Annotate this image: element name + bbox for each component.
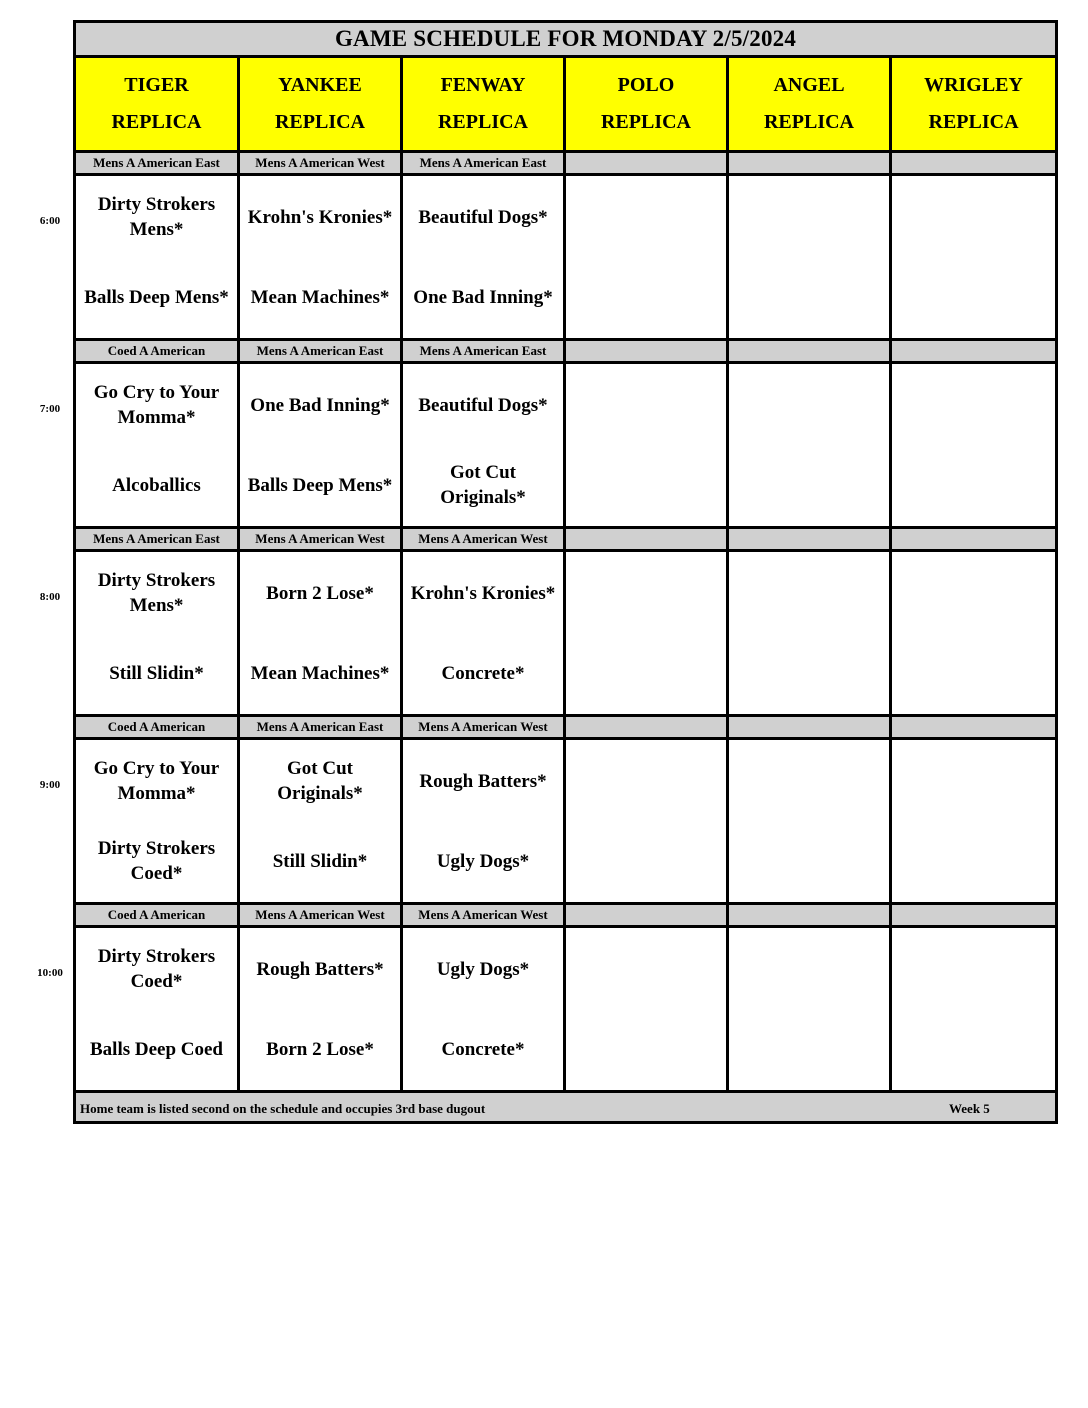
away-team: Krohn's Kronies* (247, 206, 393, 228)
time-label: 7:00 (39, 402, 61, 415)
field-header (728, 57, 891, 152)
home-team (892, 445, 1055, 525)
away-team: Krohn's Kronies* (410, 582, 556, 604)
division-label (565, 528, 728, 551)
home-team: Mean Machines* (250, 662, 390, 684)
game-cell (239, 551, 402, 716)
home-team: Concrete* (441, 662, 525, 684)
home-team (892, 1009, 1055, 1089)
division-label: Mens A American East (75, 152, 239, 175)
home-team (729, 1009, 889, 1089)
field-sub: REPLICA (600, 111, 691, 133)
game-cell (891, 927, 1057, 1092)
away-team: Ugly Dogs* (436, 958, 530, 980)
away-team (729, 741, 889, 821)
away-team (892, 177, 1055, 257)
home-team (892, 257, 1055, 337)
game-cell (891, 175, 1057, 340)
game-cell (402, 175, 565, 340)
away-team (566, 177, 726, 257)
division-row (75, 528, 1057, 551)
away-team: Dirty Strokers Coed* (97, 946, 216, 992)
home-team: Still Slidin* (272, 850, 368, 872)
division-label: Mens A American East (402, 152, 565, 175)
division-label (565, 904, 728, 927)
game-cell (402, 927, 565, 1092)
division-label (891, 340, 1057, 363)
field-header-row (75, 57, 1057, 152)
time-label: 10:00 (37, 966, 63, 979)
field-name: FENWAY (440, 74, 526, 96)
home-team (729, 821, 889, 901)
game-cell (728, 175, 891, 340)
away-team: One Bad Inning* (250, 394, 390, 416)
division-label (891, 528, 1057, 551)
home-team: Balls Deep Mens* (247, 474, 393, 496)
away-team: Rough Batters* (256, 958, 384, 980)
home-team: Balls Deep Coed (90, 1038, 223, 1060)
time-label: 9:00 (39, 778, 61, 791)
game-cell (891, 739, 1057, 904)
game-cell (891, 551, 1057, 716)
division-row (75, 340, 1057, 363)
title-row (75, 22, 1057, 57)
division-label (891, 152, 1057, 175)
away-team: Dirty Strokers Mens* (97, 194, 216, 240)
field-name: YANKEE (278, 74, 362, 96)
field-name: TIGER (124, 74, 189, 96)
division-label: Coed A American (75, 904, 239, 927)
field-sub: REPLICA (274, 111, 365, 133)
away-team: Born 2 Lose* (266, 582, 374, 604)
division-label (728, 152, 891, 175)
field-header (402, 57, 565, 152)
division-label (728, 340, 891, 363)
division-label: Mens A American West (239, 528, 402, 551)
game-cell (565, 927, 728, 1092)
division-label (565, 152, 728, 175)
home-team (566, 633, 726, 713)
field-name: POLO (617, 74, 675, 96)
home-team: Mean Machines* (250, 286, 390, 308)
schedule-table (73, 20, 1058, 1124)
game-cell (728, 363, 891, 528)
game-cell (565, 363, 728, 528)
game-cell (402, 363, 565, 528)
footer-row (75, 1092, 1057, 1123)
home-team (729, 445, 889, 525)
away-team (566, 929, 726, 1009)
home-team (566, 257, 726, 337)
field-name: ANGEL (773, 74, 845, 96)
division-label: Mens A American West (402, 528, 565, 551)
game-cell (728, 927, 891, 1092)
game-cell (75, 551, 239, 716)
division-label: Coed A American (75, 340, 239, 363)
game-cell (75, 927, 239, 1092)
game-cell (728, 739, 891, 904)
game-cell (239, 363, 402, 528)
game-cell (565, 551, 728, 716)
away-team (892, 553, 1055, 633)
division-row (75, 152, 1057, 175)
game-row (75, 363, 1057, 528)
division-label (565, 716, 728, 739)
away-team: Rough Batters* (419, 770, 547, 792)
game-cell (239, 175, 402, 340)
home-team (729, 633, 889, 713)
home-team: Alcoballics (112, 474, 201, 496)
home-team (566, 445, 726, 525)
away-team (729, 365, 889, 445)
game-cell (728, 551, 891, 716)
game-cell (239, 739, 402, 904)
away-team: Go Cry to Your Momma* (93, 758, 220, 804)
away-team: Beautiful Dogs* (418, 394, 548, 416)
home-team: Balls Deep Mens* (84, 286, 229, 308)
home-team (566, 1009, 726, 1089)
game-row (75, 927, 1057, 1092)
away-team: Got Cut Originals* (277, 758, 363, 804)
home-team (729, 257, 889, 337)
away-team: Go Cry to Your Momma* (93, 382, 220, 428)
division-label (891, 716, 1057, 739)
division-label (728, 904, 891, 927)
division-row (75, 904, 1057, 927)
game-cell (239, 927, 402, 1092)
game-cell (75, 363, 239, 528)
field-sub: REPLICA (763, 111, 854, 133)
home-team: Still Slidin* (109, 662, 204, 684)
field-sub: REPLICA (437, 111, 528, 133)
game-cell (402, 551, 565, 716)
division-row (75, 716, 1057, 739)
game-row (75, 739, 1057, 904)
week-label: Week 5 (949, 1101, 990, 1116)
game-row (75, 551, 1057, 716)
home-team: Got Cut Originals* (440, 462, 526, 508)
away-team: Beautiful Dogs* (418, 206, 548, 228)
division-label: Mens A American West (402, 716, 565, 739)
schedule-sheet (73, 20, 1055, 1124)
field-header (565, 57, 728, 152)
home-team: One Bad Inning* (413, 286, 553, 308)
division-label (891, 904, 1057, 927)
away-team (566, 365, 726, 445)
division-label (728, 716, 891, 739)
game-cell (75, 175, 239, 340)
away-team (892, 929, 1055, 1009)
home-team (892, 633, 1055, 713)
game-row (75, 175, 1057, 340)
away-team (566, 553, 726, 633)
game-cell (565, 739, 728, 904)
away-team (892, 741, 1055, 821)
time-label: 8:00 (39, 590, 61, 603)
division-label: Mens A American East (75, 528, 239, 551)
field-sub: REPLICA (111, 111, 202, 133)
division-label (728, 528, 891, 551)
away-team: Dirty Strokers Mens* (97, 570, 216, 616)
home-team (566, 821, 726, 901)
division-label: Mens A American East (239, 340, 402, 363)
away-team (729, 929, 889, 1009)
away-team (729, 553, 889, 633)
field-sub: REPLICA (928, 111, 1019, 133)
home-team: Dirty Strokers Coed* (97, 838, 216, 884)
game-cell (75, 739, 239, 904)
time-label: 6:00 (39, 214, 61, 227)
game-cell (565, 175, 728, 340)
home-team: Ugly Dogs* (436, 850, 530, 872)
field-header (75, 57, 239, 152)
division-label: Mens A American West (239, 904, 402, 927)
game-cell (891, 363, 1057, 528)
away-team (566, 741, 726, 821)
away-team (892, 365, 1055, 445)
game-cell (402, 739, 565, 904)
division-label: Mens A American West (402, 904, 565, 927)
field-header (891, 57, 1057, 152)
schedule-title: GAME SCHEDULE FOR MONDAY 2/5/2024 (75, 22, 1057, 57)
home-team: Concrete* (441, 1038, 525, 1060)
division-label: Coed A American (75, 716, 239, 739)
home-team-note: Home team is listed second on the schedule and occupies 3rd base dugout (80, 1101, 486, 1116)
division-label (565, 340, 728, 363)
division-label: Mens A American East (402, 340, 565, 363)
footer (75, 1092, 1057, 1123)
home-team: Born 2 Lose* (266, 1038, 374, 1060)
away-team (729, 177, 889, 257)
field-header (239, 57, 402, 152)
division-label: Mens A American West (239, 152, 402, 175)
field-name: WRIGLEY (924, 74, 1023, 96)
home-team (892, 821, 1055, 901)
division-label: Mens A American East (239, 716, 402, 739)
